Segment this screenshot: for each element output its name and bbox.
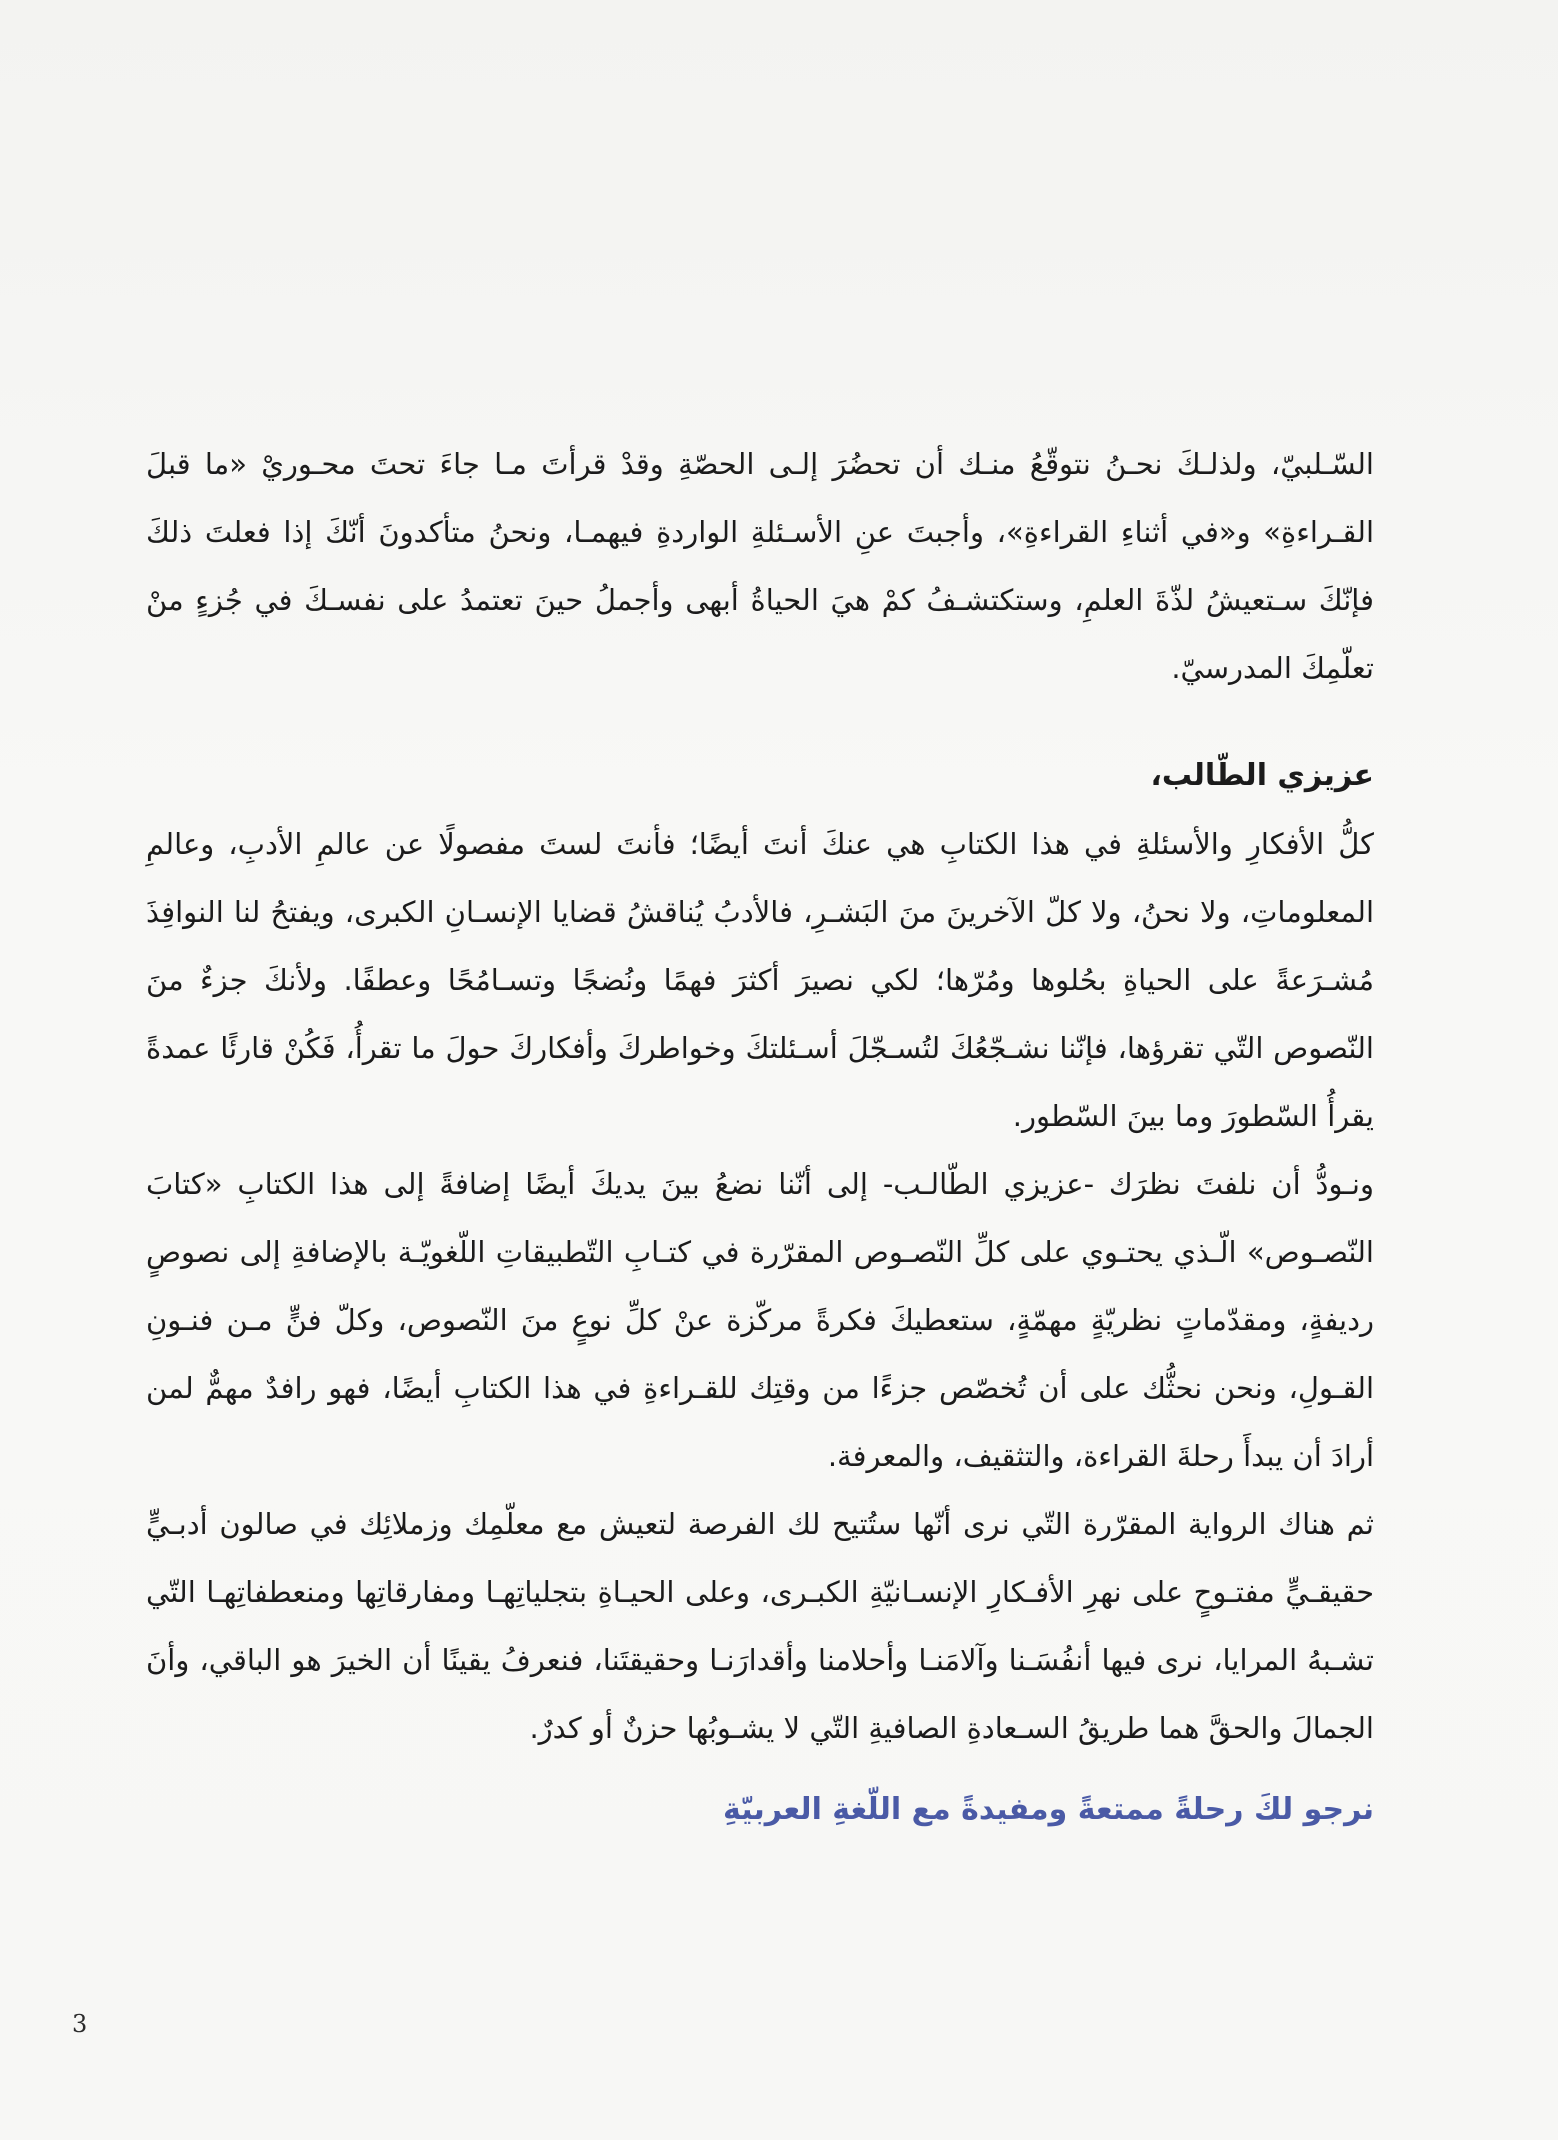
text-body [146,430,1374,1870]
closing-line: نرجو لكَ رحلةً ممتعةً ومفيدةً مع اللّغةِ العربيّةِ [723,1792,1374,1827]
page-number: 3 [72,2010,88,2038]
intro-paragraph: السّـلبيّ، ولذلـكَ نحـنُ نتوقّعُ منـك أن تحضُرَ إلـى الحصّةِ وقدْ قرأتَ مـا جاءَ تحتَ محـوريْ «ما قبلَ القـراءةِ» و«في أثناءِ القراءةِ»، وأجبتَ عنِ الأسـئلةِ الواردةِ فيهمـا، ونحنُ متأكدونَ أنّكَ إذا فعلتَ ذلكَ فإنّكَ سـتعيشُ لذّةَ العلمِ، وستكتشـفُ كمْ هيَ الحياةُ أبهى وأجملُ حينَ تعتمدُ على نفسـكَ في جُزءٍ منْ تعلّمِكَ المدرسيّ. [146,447,1374,685]
paragraph-literature: كلُّ الأفكارِ والأسئلةِ في هذا الكتابِ هي عنكَ أنتَ أيضًا؛ فأنتَ لستَ مفصولًا عن عالمِ الأدبِ، وعالمِ المعلوماتِ، ولا نحنُ، ولا كلّ الآخرينَ منَ البَشـرِ، فالأدبُ يُناقشُ قضايا الإنسـانِ الكبرى، ويفتحُ لنا النوافِذَ مُشـرَعةً على الحياةِ بحُلوها ومُرّها؛ لكي نصيرَ أكثرَ فهمًا ونُضجًا وتسـامُحًا وعطفًا. ولأنكَ جزءٌ منَ النّصوص التّي تقرؤها، فإنّنا نشـجّعُكَ لتُسـجّلَ أسـئلتكَ وخواطركَ وأفكاركَ حولَ ما تقرأُ، فَكُنْ قارئًا عمدةً يقرأُ السّطورَ وما بينَ السّطور. [146,827,1374,1133]
salutation-heading: عزيزي الطّالب، [1150,758,1374,793]
paragraph-texts-book: ونـودُّ أن نلفتَ نظرَك -عزيزي الطّالـب- إلى أنّنا نضعُ بينَ يديكَ أيضًا إضافةً إلى هذا الكتابِ «كتابَ النّصـوص» الّـذي يحتـوي على كلِّ النّصـوص المقرّرة في كتـابِ التّطبيقاتِ اللّغويّـة بالإضافةِ إلى نصوصٍ رديفةٍ، ومقدّماتٍ نظريّةٍ مهمّةٍ، ستعطيكَ فكرةً مركّزة عنْ كلِّ نوعٍ منَ النّصوص، وكلّ فنٍّ مـن فنـونِ القـولِ، ونحن نحثُّك على أن تُخصّص جزءًا من وقتِك للقـراءةِ في هذا الكتابِ أيضًا، فهو رافدٌ مهمٌّ لمن أرادَ أن يبدأَ رحلةَ القراءة، والتثقيف، والمعرفة. [146,1167,1374,1473]
paragraph-novel: ثم هناك الرواية المقرّرة التّي نرى أنّها ستُتيح لك الفرصة لتعيش مع معلّمِك وزملائِك في صالون أدبـيٍّ حقيقـيٍّ مفتـوحٍ على نهرِ الأفـكارِ الإنسـانيّةِ الكبـرى، وعلى الحيـاةِ بتجلياتِهـا ومفارقاتِها ومنعطفاتِهـا التّي تشـبهُ المرايا، نرى فيها أنفُسَـنا وآلامَنـا وأحلامنا وأقدارَنـا وحقيقتَنا، فنعرفُ يقينًا أن الخيرَ هو الباقي، وأنَ الجمالَ والحقَّ هما طريقُ السـعادةِ الصافيةِ التّي لا يشـوبُها حزنٌ أو كدرٌ. [146,1507,1374,1745]
